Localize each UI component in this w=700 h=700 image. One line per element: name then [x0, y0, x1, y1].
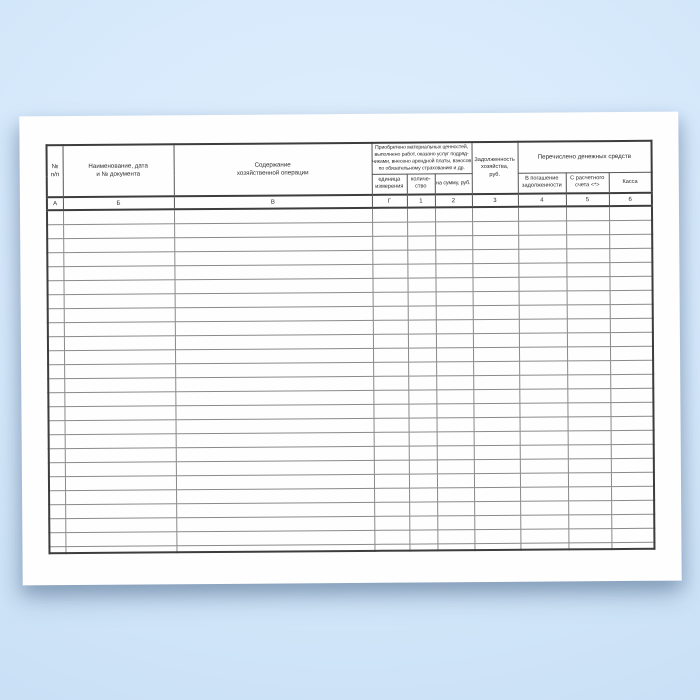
table-cell	[473, 319, 519, 333]
table-cell	[409, 488, 437, 502]
table-cell	[176, 502, 374, 517]
table-cell	[568, 501, 611, 515]
table-cell	[175, 404, 373, 419]
table-cell	[407, 278, 435, 292]
table-cell	[518, 263, 566, 277]
table-cell	[566, 277, 609, 291]
table-cell	[436, 334, 473, 348]
table-cell	[610, 388, 653, 402]
table-cell	[175, 376, 373, 391]
table-cell	[520, 529, 568, 543]
table-cell	[49, 491, 65, 505]
table-cell	[65, 462, 176, 477]
table-cell	[408, 306, 436, 320]
table-cell	[48, 407, 64, 421]
table-cell	[567, 291, 610, 305]
table-cell	[174, 208, 372, 224]
table-cell	[567, 305, 610, 319]
table-cell	[176, 530, 374, 545]
table-cell	[437, 530, 474, 544]
table-cell	[47, 267, 63, 281]
table-cell	[373, 390, 408, 404]
header-group-acquired: Приобретено материальных ценностей, выполнено работ, оказано услуг подряд- чиками, внесено арендной платы, взносов по обязательному страхованию и др.	[371, 142, 471, 174]
table-cell	[437, 474, 474, 488]
table-cell	[611, 472, 654, 486]
table-cell	[610, 346, 653, 360]
table-cell	[436, 376, 473, 390]
index-cell: 2	[435, 194, 472, 207]
table-cell	[407, 222, 435, 236]
index-cell: 5	[566, 193, 609, 206]
header-sub-repayment: В погашение задолженности	[518, 172, 566, 193]
table-cell	[49, 421, 65, 435]
table-cell	[374, 474, 409, 488]
table-cell	[436, 404, 473, 418]
table-cell	[568, 515, 611, 529]
table-cell	[472, 235, 518, 249]
table-cell	[611, 486, 654, 500]
index-cell: Г	[372, 195, 407, 208]
table-cell	[48, 295, 64, 309]
table-cell	[518, 249, 566, 263]
table-cell	[568, 543, 611, 550]
table-cell	[48, 323, 64, 337]
table-cell	[65, 476, 176, 491]
table-cell	[174, 236, 372, 251]
header-col-number: № п/п	[47, 145, 63, 197]
table-cell	[48, 379, 64, 393]
index-cell: 6	[609, 193, 652, 206]
table-cell	[610, 374, 653, 388]
table-cell	[436, 348, 473, 362]
table-cell	[568, 431, 611, 445]
table-cell	[409, 516, 437, 530]
table-cell	[409, 530, 437, 544]
header-col-operation: Содержание хозяйственной операции	[173, 143, 371, 196]
table-cell	[436, 362, 473, 376]
table-cell	[176, 474, 374, 489]
table-cell	[374, 446, 409, 460]
table-cell	[176, 516, 374, 531]
table-cell	[63, 209, 174, 224]
table-cell	[519, 319, 567, 333]
table-cell	[520, 487, 568, 501]
table-cell	[409, 460, 437, 474]
table-cell	[176, 544, 374, 552]
table-cell	[373, 348, 408, 362]
table-cell	[408, 292, 436, 306]
index-cell: А	[47, 197, 63, 210]
table-cell	[437, 460, 474, 474]
table-cell	[610, 318, 653, 332]
table-cell	[567, 375, 610, 389]
table-cell	[610, 304, 653, 318]
table-cell	[63, 266, 174, 281]
table-cell	[519, 361, 567, 375]
table-cell	[566, 221, 609, 235]
table-cell	[610, 290, 653, 304]
header-row-groups	[47, 141, 652, 176]
table-cell	[65, 420, 176, 435]
table-cell	[176, 432, 374, 447]
table-cell	[64, 322, 175, 337]
table-cell	[567, 319, 610, 333]
table-cell	[610, 402, 653, 416]
table-cell	[409, 432, 437, 446]
table-cell	[474, 445, 520, 459]
table-cell	[435, 278, 472, 292]
table-cell	[374, 460, 409, 474]
table-cell	[568, 445, 611, 459]
table-cell	[474, 529, 520, 543]
table-cell	[64, 350, 175, 365]
paper-sheet	[19, 112, 681, 586]
table-cell	[408, 376, 436, 390]
table-cell	[372, 264, 407, 278]
table-cell	[48, 309, 64, 323]
table-cell	[473, 305, 519, 319]
table-cell	[176, 418, 374, 433]
table-cell	[609, 262, 652, 276]
table-cell	[435, 236, 472, 250]
table-cell	[472, 207, 518, 222]
index-cell: Б	[63, 196, 174, 210]
table-cell	[49, 519, 65, 533]
table-cell	[436, 320, 473, 334]
table-cell	[407, 250, 435, 264]
table-cell	[520, 417, 568, 431]
table-cell	[374, 516, 409, 530]
table-cell	[437, 516, 474, 530]
table-cell	[472, 249, 518, 263]
table-cell	[611, 542, 654, 549]
table-cell	[65, 546, 176, 553]
table-cell	[520, 543, 568, 550]
table-cell	[373, 376, 408, 390]
table-cell	[408, 404, 436, 418]
table-cell	[372, 250, 407, 264]
table-cell	[474, 487, 520, 501]
table-cell	[437, 502, 474, 516]
table-cell	[473, 403, 519, 417]
table-cell	[436, 390, 473, 404]
table-cell	[518, 221, 566, 235]
table-cell	[610, 360, 653, 374]
table-cell	[176, 460, 374, 475]
table-cell	[611, 500, 654, 514]
table-cell	[611, 528, 654, 542]
table-cell	[519, 389, 567, 403]
table-cell	[474, 501, 520, 515]
table-cell	[520, 501, 568, 515]
table-cell	[566, 263, 609, 277]
table-cell	[372, 278, 407, 292]
table-cell	[519, 375, 567, 389]
table-cell	[175, 292, 373, 307]
table-cell	[436, 306, 473, 320]
table-cell	[49, 463, 65, 477]
index-cell: 1	[407, 194, 435, 207]
index-cell: 4	[518, 193, 566, 206]
table-cell	[63, 224, 174, 239]
table-cell	[175, 390, 373, 405]
table-header	[47, 141, 652, 210]
table-cell	[175, 306, 373, 321]
table-cell	[176, 488, 374, 503]
table-cell	[47, 281, 63, 295]
table-cell	[65, 504, 176, 519]
table-cell	[407, 236, 435, 250]
table-cell	[518, 277, 566, 291]
table-cell	[409, 446, 437, 460]
table-cell	[473, 347, 519, 361]
table-cell	[373, 404, 408, 418]
table-cell	[64, 392, 175, 407]
table-cell	[567, 361, 610, 375]
table-cell	[407, 207, 435, 222]
header-group-transferred: Перечислено денежных средств	[517, 141, 651, 173]
index-cell: 3	[472, 194, 518, 207]
table-cell	[49, 477, 65, 491]
table-cell	[518, 235, 566, 249]
table-cell	[63, 238, 174, 253]
table-cell	[65, 518, 176, 533]
table-cell	[473, 361, 519, 375]
table-cell	[611, 430, 654, 444]
table-cell	[408, 320, 436, 334]
index-cell: В	[174, 195, 372, 209]
table-cell	[520, 431, 568, 445]
table-cell	[48, 337, 64, 351]
table-cell	[64, 336, 175, 351]
table-cell	[610, 332, 653, 346]
table-cell	[520, 515, 568, 529]
header-sub-unit: единица измерения	[372, 174, 407, 195]
table-cell	[47, 253, 63, 267]
table-cell	[373, 334, 408, 348]
table-cell	[611, 514, 654, 528]
table-cell	[472, 277, 518, 291]
table-cell	[609, 234, 652, 248]
table-cell	[407, 264, 435, 278]
table-cell	[609, 248, 652, 262]
table-cell	[567, 347, 610, 361]
table-cell	[519, 333, 567, 347]
table-cell	[567, 333, 610, 347]
table-cell	[408, 334, 436, 348]
table-cell	[48, 365, 64, 379]
table-cell	[409, 502, 437, 516]
table-cell	[374, 502, 409, 516]
table-cell	[63, 252, 174, 267]
table-cell	[175, 362, 373, 377]
table-cell	[473, 291, 519, 305]
table-cell	[175, 334, 373, 349]
table-cell	[373, 306, 408, 320]
table-cell	[373, 362, 408, 376]
table-cell	[518, 206, 566, 221]
table-cell	[568, 529, 611, 543]
table-cell	[437, 432, 474, 446]
table-body	[47, 206, 655, 553]
ledger-table	[45, 140, 655, 554]
table-cell	[65, 532, 176, 547]
table-cell	[374, 544, 409, 551]
table-cell	[372, 236, 407, 250]
header-sub-amount: на сумму, руб.	[435, 173, 472, 194]
table-cell	[520, 459, 568, 473]
table-cell	[409, 474, 437, 488]
table-cell	[47, 239, 63, 253]
table-cell	[49, 533, 65, 547]
table-cell	[174, 250, 372, 265]
header-col-document: Наименование, дата и № документа	[63, 144, 174, 197]
table-cell	[437, 418, 474, 432]
table-cell	[611, 416, 654, 430]
table-cell	[473, 375, 519, 389]
table-cell	[65, 490, 176, 505]
table-cell	[519, 291, 567, 305]
table-cell	[63, 280, 174, 295]
table-cell	[568, 487, 611, 501]
table-cell	[175, 320, 373, 335]
table-cell	[474, 543, 520, 550]
table-cell	[373, 292, 408, 306]
table-cell	[568, 459, 611, 473]
table-cell	[609, 276, 652, 290]
table-cell	[372, 222, 407, 236]
table-cell	[47, 225, 63, 239]
table-cell	[472, 263, 518, 277]
table-cell	[49, 435, 65, 449]
table-cell	[519, 305, 567, 319]
table-cell	[374, 418, 409, 432]
table-cell	[64, 308, 175, 323]
table-cell	[566, 235, 609, 249]
table-cell	[437, 446, 474, 460]
table-cell	[520, 473, 568, 487]
table-cell	[474, 417, 520, 431]
table-cell	[473, 389, 519, 403]
header-sub-cash: Касса	[609, 172, 652, 193]
table-cell	[174, 278, 372, 293]
table-cell	[374, 530, 409, 544]
header-sub-account: С расчетного счета <*>	[566, 172, 609, 193]
table-cell	[567, 389, 610, 403]
table-cell	[64, 378, 175, 393]
table-cell	[65, 448, 176, 463]
table-cell	[519, 347, 567, 361]
table-cell	[568, 473, 611, 487]
table-cell	[566, 249, 609, 263]
table-cell	[48, 393, 64, 407]
table-cell	[374, 488, 409, 502]
table-cell	[474, 515, 520, 529]
table-cell	[611, 444, 654, 458]
table-cell	[435, 207, 472, 222]
table-cell	[176, 446, 374, 461]
table-cell	[609, 206, 652, 221]
table-cell	[408, 362, 436, 376]
table-cell	[437, 488, 474, 502]
table-cell	[519, 403, 567, 417]
table-cell	[408, 390, 436, 404]
table-cell	[64, 364, 175, 379]
table-cell	[373, 320, 408, 334]
table-cell	[409, 418, 437, 432]
table-cell	[566, 206, 609, 221]
table-cell	[435, 264, 472, 278]
table-cell	[49, 547, 65, 554]
table-cell	[65, 434, 176, 449]
table-cell	[609, 220, 652, 234]
header-sub-quantity: количе- ство	[407, 173, 435, 194]
table-cell	[435, 250, 472, 264]
table-cell	[435, 222, 472, 236]
table-cell	[436, 292, 473, 306]
table-cell	[474, 431, 520, 445]
table-cell	[47, 210, 63, 225]
table-cell	[372, 208, 407, 223]
table-cell	[175, 348, 373, 363]
table-cell	[568, 417, 611, 431]
table-cell	[374, 432, 409, 446]
table-cell	[567, 403, 610, 417]
table-cell	[174, 264, 372, 279]
table-cell	[473, 333, 519, 347]
table-cell	[174, 222, 372, 237]
table-cell	[474, 473, 520, 487]
table-cell	[408, 348, 436, 362]
table-cell	[520, 445, 568, 459]
table-cell	[64, 406, 175, 421]
table-cell	[474, 459, 520, 473]
table-cell	[49, 449, 65, 463]
table-cell	[437, 544, 474, 551]
table-cell	[409, 544, 437, 551]
table-cell	[611, 458, 654, 472]
table-cell	[48, 351, 64, 365]
header-col-debt: Задолженность хозяйства, руб.	[471, 142, 517, 194]
table-cell	[49, 505, 65, 519]
table-cell	[64, 294, 175, 309]
table-cell	[472, 221, 518, 235]
